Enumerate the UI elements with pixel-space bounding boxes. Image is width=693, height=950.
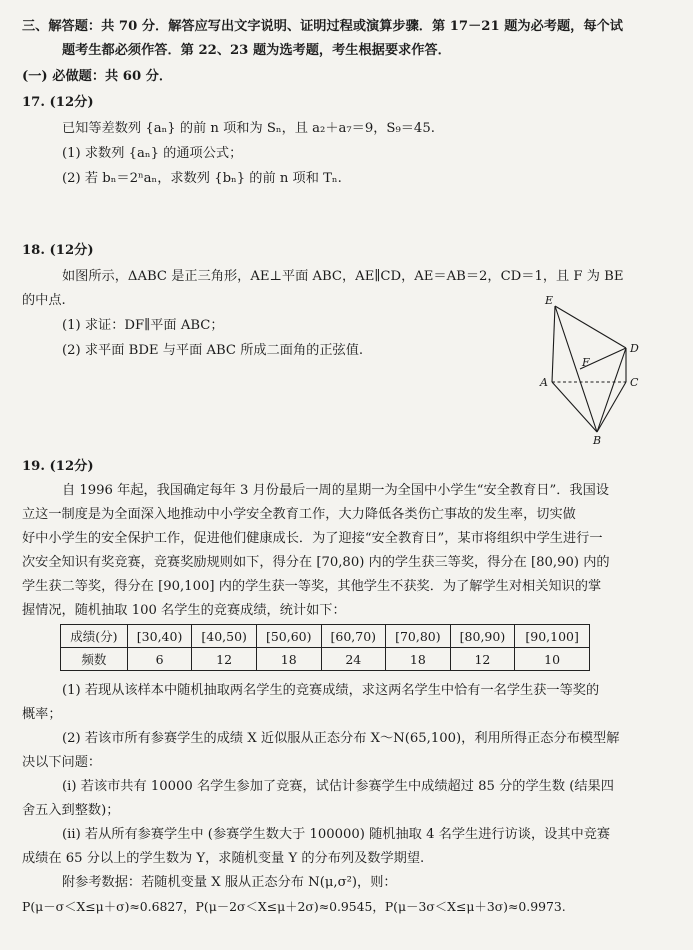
edge-ED (555, 306, 626, 348)
q19-part2-line2: 决以下问题： (22, 755, 102, 770)
table-cell-interval: [60,70) (321, 625, 386, 648)
q18-stem-line1: 如图所示，ΔABC 是正三角形，AE⊥平面 ABC，AE∥CD，AE＝AB＝2，CD＝1，且 F 为 BE (62, 269, 624, 284)
table-cell-count: 12 (192, 648, 257, 671)
label-E: E (545, 294, 554, 307)
q19-para-line1: 自 1996 年起，我国确定每年 3 月份最后一周的星期一为全国中小学生“安全教育日”．我国设 (62, 483, 609, 498)
tetrahedron-figure (532, 294, 652, 446)
edge-EB (555, 306, 597, 432)
table-header-frequency: 频数 (61, 648, 128, 671)
q19-para-line6: 握情况，随机抽取 100 名学生的竞赛成绩，统计如下： (22, 603, 346, 618)
table-cell-interval: [70,80) (386, 625, 451, 648)
q18-part2: (2) 求平面 BDE 与平面 ABC 所成二面角的正弦值. (62, 343, 364, 358)
q19-header: 19. (12分) (22, 459, 94, 474)
q19-reference-line2: P(μ－σ＜X≤μ＋σ)≈0.6827，P(μ－2σ＜X≤μ＋2σ)≈0.9545，P(μ－3σ＜X≤μ＋3σ)≈0.9973. (22, 899, 566, 914)
section-heading-line1: 三、解答题：共 70 分．解答应写出文字说明、证明过程或演算步骤．第 17－21 题为必考题，每个试 (22, 19, 623, 34)
table-row-counts (61, 648, 590, 671)
table-cell-count: 18 (256, 648, 321, 671)
q19-part1-line2: 概率； (22, 707, 62, 722)
q18-stem-line2: 的中点. (22, 293, 66, 308)
table-cell-interval: [30,40) (127, 625, 192, 648)
q19-sub2-line2: 成绩在 65 分以上的学生数为 Y，求随机变量 Y 的分布列及数学期望. (22, 851, 425, 866)
q19-para-line4: 次安全知识有奖竞赛，竞赛奖励规则如下，得分在 [70,80) 内的学生获三等奖，得分在 [80,90) 内的 (22, 555, 610, 570)
section-heading-line2: 题考生都必须作答．第 22、23 题为选考题，考生根据要求作答． (62, 43, 451, 58)
table-cell-count: 12 (450, 648, 515, 671)
table-cell-count: 6 (127, 648, 192, 671)
label-C: C (630, 376, 639, 389)
q19-sub2-line1: (ⅱ) 若从所有参赛学生中 (参赛学生数大于 100000) 随机抽取 4 名学生进行访谈，设其中竞赛 (62, 827, 611, 842)
label-D: D (630, 342, 639, 355)
q19-sub1-line2: 舍五入到整数)； (22, 803, 120, 818)
q17-stem: 已知等差数列 {aₙ} 的前 n 项和为 Sₙ，且 a₂＋a₇＝9，S₉＝45. (62, 121, 435, 136)
q19-para-line5: 学生获二等奖，得分在 [90,100] 内的学生获一等奖，其他学生不获奖．为了解学生对相关知识的掌 (22, 579, 602, 594)
label-B: B (593, 434, 602, 446)
q19-para-line2: 立这一制度是为全面深入地推动中小学安全教育工作，大力降低各类伤亡事故的发生率，切实做 (22, 507, 576, 522)
table-cell-interval: [50,60) (256, 625, 321, 648)
q19-para-line3: 好中小学生的安全保护工作，促进他们健康成长．为了迎接“安全教育日”，某市将组织中学生进行一 (22, 531, 603, 546)
q19-reference-line1: 附参考数据：若随机变量 X 服从正态分布 N(μ,σ²)，则： (62, 875, 397, 890)
table-cell-count: 24 (321, 648, 386, 671)
table-row-intervals (61, 625, 590, 648)
table-cell-interval: [80,90) (450, 625, 515, 648)
q17-part1: (1) 求数列 {aₙ} 的通项公式； (62, 146, 243, 161)
table-cell-interval: [90,100] (515, 625, 590, 648)
q19-part1-line1: (1) 若现从该样本中随机抽取两名学生的竞赛成绩，求这两名学生中恰有一名学生获一等奖的 (62, 683, 600, 698)
required-heading: (一) 必做题：共 60 分． (22, 69, 173, 84)
label-A: A (540, 376, 548, 389)
q19-sub1-line1: (ⅰ) 若该市共有 10000 名学生参加了竞赛，试估计参赛学生中成绩超过 85 分的学生数 (结果四 (62, 779, 614, 794)
label-F: F (582, 356, 590, 369)
table-cell-count: 18 (386, 648, 451, 671)
edge-EA (552, 306, 555, 382)
q18-header: 18. (12分) (22, 243, 94, 258)
q18-part1: (1) 求证：DF∥平面 ABC； (62, 318, 224, 333)
score-frequency-table (60, 624, 590, 671)
q17-part2: (2) 若 bₙ＝2ⁿaₙ，求数列 {bₙ} 的前 n 项和 Tₙ. (62, 171, 342, 186)
q19-part2-line1: (2) 若该市所有参赛学生的成绩 X 近似服从正态分布 X～N(65,100)，利用所得正态分布模型解 (62, 731, 620, 746)
q17-header: 17. (12分) (22, 95, 94, 110)
table-cell-count: 10 (515, 648, 590, 671)
edge-AB (552, 382, 597, 432)
table-cell-interval: [40,50) (192, 625, 257, 648)
table-header-score: 成绩(分) (61, 625, 128, 648)
